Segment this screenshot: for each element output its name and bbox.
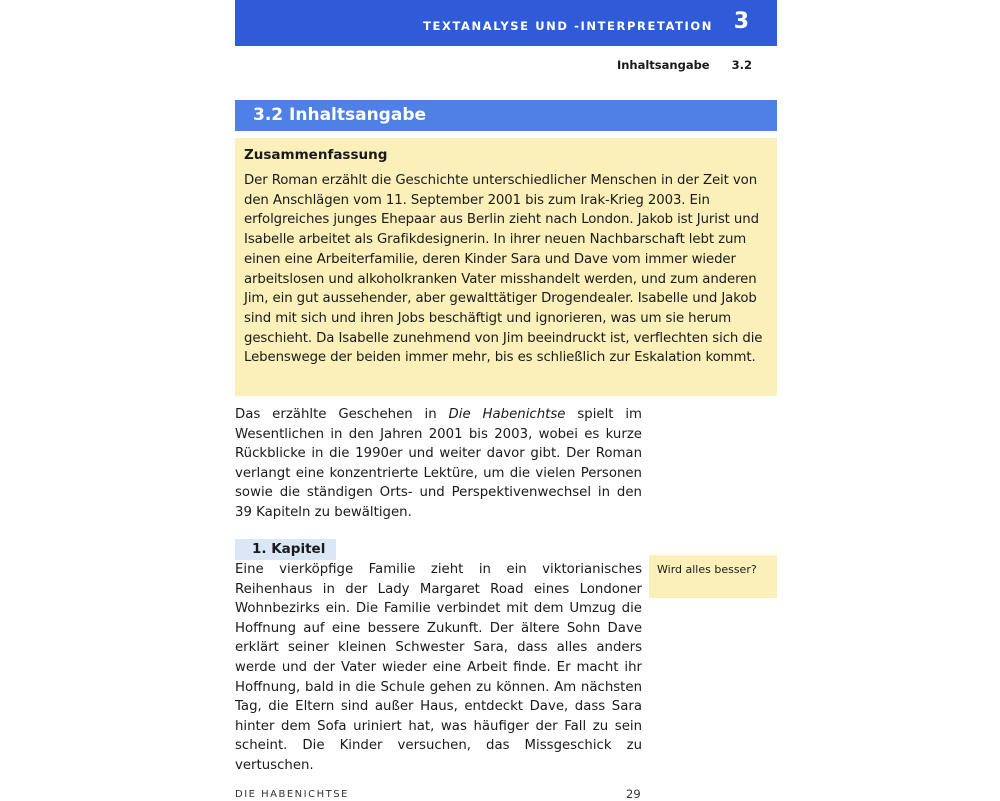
summary-box	[235, 138, 777, 396]
running-head	[600, 58, 752, 72]
margin-note	[649, 555, 777, 598]
summary-heading: Zusammenfassung	[244, 147, 388, 163]
section-title-bar	[235, 100, 777, 131]
summary-text: Der Roman erzählt die Geschichte unterschiedlicher Menschen in der Zeit von den Anschlägen vom 11. September 2001 bis zum Irak-Krieg 2003. Ein erfolgreiches junges Ehepaar aus Berlin zieht nach London. Jakob ist Jurist und Isabelle arbeitet als Grafikdesignerin. In ihrer neuen Nachbarschaft lebt zum einen eine Arbeiterfamilie, deren Kinder Sara und Dave vom immer wieder arbeitslosen und alkoholkranken Vater misshandelt werden, und zum anderen Jim, ein gut aussehender, aber gewalttätiger Drogendealer. Isabelle und Jakob sind mit sich und ihren Jobs beschäftigt und ignorieren, was um sie herum geschieht. Da Isabelle zunehmend von Jim beeindruckt ist, verflechten sich die Lebenswege der beiden immer mehr, bis es schließlich zur Eskalation kommt.	[244, 173, 763, 366]
footer-book-title: DIE HABENICHTSE	[235, 789, 349, 800]
book-title: Die Habenichtse	[448, 407, 566, 422]
section-title: 3.2 Inhaltsangabe	[253, 105, 427, 125]
chapter-label-box	[235, 539, 336, 560]
chapter-paragraph: Eine vierköpfige Familie zieht in ein viktorianisches Reihenhaus in der Lady Margaret Road eines Londoner Wohnbezirks ein. Die Familie verbindet mit dem Umzug die Hoffnung auf eine bessere Zukunft. Der ältere Sohn Dave erklärt seiner kleinen Schwester Sara, dass alles anders werde und der Vater wieder eine Arbeit finde. Er macht ihr Hoffnung, bald in die Schule gehen zu können. Am nächsten Tag, die Eltern sind außer Haus, entdeckt Dave, dass Sara hinter dem Sofa uriniert hat, was häufiger der Fall zu sein scheint. Die Kinder versuchen, das Missgeschick zu vertuschen.	[235, 562, 642, 773]
chapter-header-bar	[235, 0, 777, 46]
page-number: 29	[626, 787, 641, 801]
intro-text-end: spielt im Wesentlichen in den Jahren 2001 bis 2003, wobei es kurze Rückblicke in die 1990er und weiter davor gibt. Der Roman verlangt eine konzentrierte Lektüre, um die vielen Personen sowie die ständigen Orts- und Perspektivenwechsel in den 39 Kapiteln zu bewältigen.	[235, 407, 642, 520]
intro-paragraph	[235, 405, 642, 523]
intro-text-start: Das erzählte Geschehen in	[235, 407, 449, 422]
chapter-header-title: TEXTANALYSE UND -INTERPRETATION	[423, 19, 713, 33]
chapter-label: 1. Kapitel	[252, 541, 326, 557]
running-head-number: 3.2	[731, 58, 752, 72]
chapter-header-number: 3	[733, 9, 749, 34]
running-head-label: Inhaltsangabe	[616, 58, 710, 72]
margin-note-text: Wird alles besser?	[657, 563, 757, 576]
